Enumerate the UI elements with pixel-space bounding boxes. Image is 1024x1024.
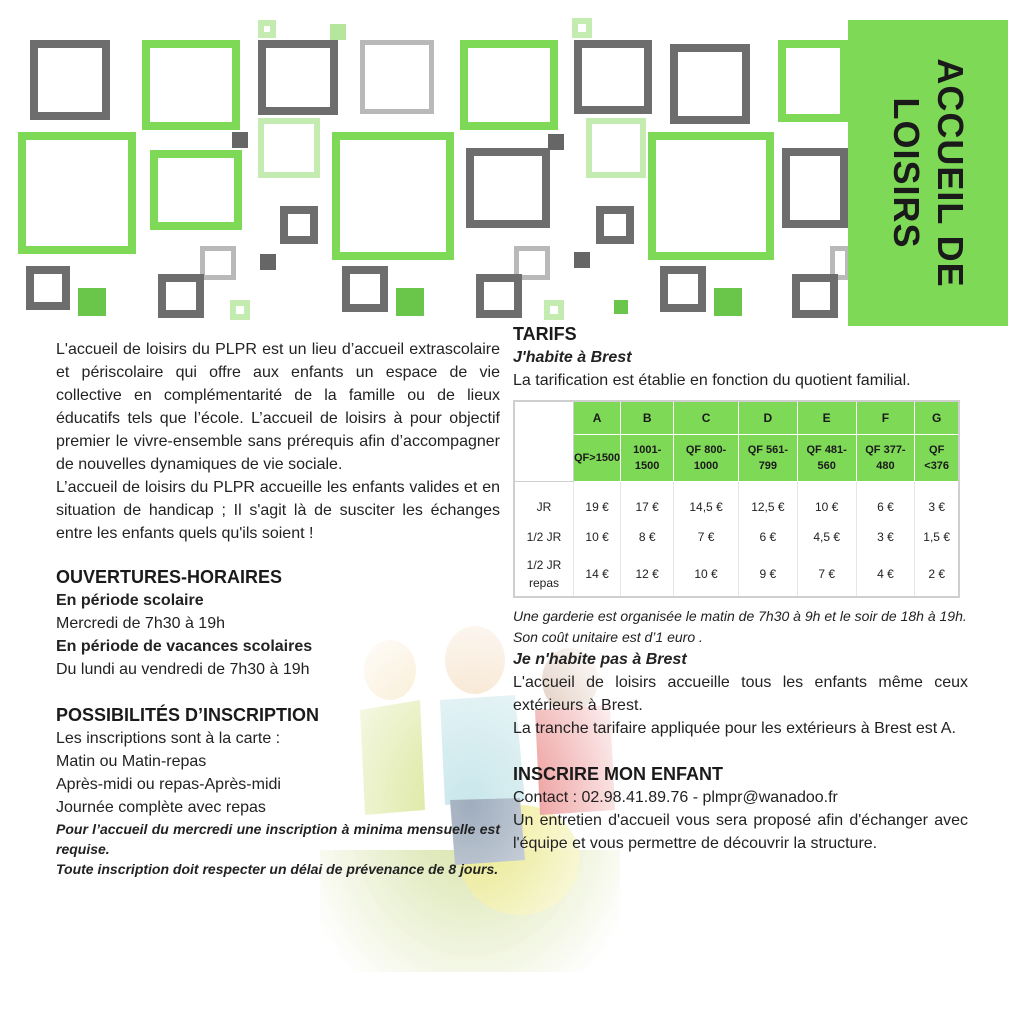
- pattern-square: [230, 300, 250, 320]
- pattern-square: [30, 40, 110, 120]
- contact-line: Contact : 02.98.41.89.76 - plmpr@wanadoo.fr: [513, 789, 838, 806]
- table-cell: 7 €: [674, 522, 739, 552]
- inscription-line: Les inscriptions sont à la carte :: [56, 730, 281, 747]
- tarifs-col-qf: QF 800-1000: [674, 435, 739, 482]
- pattern-square: [548, 134, 564, 150]
- tarifs-col-qf: 1001-1500: [621, 435, 674, 482]
- pattern-square: [572, 18, 592, 38]
- pattern-square: [360, 40, 434, 114]
- pattern-square: [78, 288, 106, 316]
- inscription-note-mercredi: Pour l’accueil du mercredi une inscription à minima mensuelle est requise.: [56, 821, 500, 857]
- tarifs-brest-text: La tarification est établie en fonction du quotient familial.: [513, 372, 911, 389]
- table-row: [514, 482, 959, 523]
- pattern-square: [280, 206, 318, 244]
- header-decorative-pattern: [0, 0, 850, 330]
- table-row: [514, 522, 959, 552]
- tarifs-col-letter: E: [797, 401, 856, 435]
- tarifs-col-letter: B: [621, 401, 674, 435]
- pattern-square: [778, 40, 848, 122]
- tarifs-ext-paragraph-1: L'accueil de loisirs accueille tous les enfants même ceux extérieurs à Brest.: [513, 674, 968, 714]
- pattern-square: [396, 288, 424, 316]
- pattern-square: [574, 40, 652, 114]
- pattern-square: [260, 254, 276, 270]
- table-cell: 10 €: [674, 552, 739, 597]
- tarifs-col-qf: QF 481-560: [797, 435, 856, 482]
- pattern-square: [782, 148, 848, 228]
- pattern-square: [258, 40, 338, 115]
- table-cell: 3 €: [915, 482, 959, 523]
- page-title-line2: LOISIRS: [886, 97, 927, 249]
- pattern-square: [330, 24, 346, 40]
- tarifs-col-qf: QF 561-799: [738, 435, 797, 482]
- inscription-line: Après-midi ou repas-Après-midi: [56, 776, 281, 793]
- horaires-heading: OUVERTURES-HORAIRES: [56, 567, 283, 587]
- pattern-square: [670, 44, 750, 124]
- tarifs-ext-label: Je n'habite pas à Brest: [513, 651, 687, 668]
- right-column: [513, 322, 968, 855]
- table-cell: 2 €: [915, 552, 959, 597]
- pattern-square: [792, 274, 838, 318]
- pattern-square: [232, 132, 248, 148]
- table-cell: 10 €: [797, 482, 856, 523]
- title-banner: [848, 20, 1008, 326]
- pattern-square: [18, 132, 136, 254]
- intro-paragraph-1: L'accueil de loisirs du PLPR est un lieu d’accueil extrascolaire et périscolaire qui offre aux enfants un espace de vie collective en complémentarité de la famille ou de lieux éducatifs tels que l’école. L’accueil de loisirs à pour objectif premier le vivre-ensemble sans prérequis afin d’accompagner de nouvelles dynamiques de vie sociale.: [56, 341, 500, 473]
- pattern-square: [586, 118, 646, 178]
- tarifs-table: [513, 400, 960, 598]
- table-cell: 9 €: [738, 552, 797, 597]
- table-cell: 12,5 €: [738, 482, 797, 523]
- pattern-square: [476, 274, 522, 318]
- left-column: [56, 338, 500, 879]
- page-title: [884, 58, 972, 287]
- table-cell: 4,5 €: [797, 522, 856, 552]
- tarifs-brest-label: J'habite à Brest: [513, 349, 632, 366]
- table-cell: 19 €: [574, 482, 621, 523]
- tarifs-col-letter: C: [674, 401, 739, 435]
- tarifs-table-corner: [514, 401, 574, 482]
- tarifs-col-letter: G: [915, 401, 959, 435]
- table-cell: 4 €: [856, 552, 915, 597]
- table-cell: 12 €: [621, 552, 674, 597]
- pattern-square: [544, 300, 564, 320]
- horaires-vacances-text: Du lundi au vendredi de 7h30 à 19h: [56, 661, 310, 678]
- tarifs-ext-paragraph-2: La tranche tarifaire appliquée pour les extérieurs à Brest est A.: [513, 720, 956, 737]
- pattern-square: [714, 288, 742, 316]
- tarifs-table-header-row: [514, 401, 959, 435]
- table-cell: 14,5 €: [674, 482, 739, 523]
- tarifs-col-letter: A: [574, 401, 621, 435]
- tarifs-col-qf: QF <376: [915, 435, 959, 482]
- contact-text: Un entretien d'accueil vous sera proposé afin d'échanger avec l'équipe et vous permettre de découvrir la structure.: [513, 812, 968, 852]
- table-cell: 6 €: [856, 482, 915, 523]
- table-row-label: JR: [514, 482, 574, 523]
- horaires-vacances-label: En période de vacances scolaires: [56, 638, 313, 655]
- pattern-square: [342, 266, 388, 312]
- pattern-square: [614, 300, 628, 314]
- table-cell: 6 €: [738, 522, 797, 552]
- pattern-square: [460, 40, 558, 130]
- horaires-scolaire-text: Mercredi de 7h30 à 19h: [56, 615, 225, 632]
- pattern-square: [150, 150, 242, 230]
- contact-heading: INSCRIRE MON ENFANT: [513, 764, 724, 784]
- table-cell: 7 €: [797, 552, 856, 597]
- intro-paragraph-2: L’accueil de loisirs du PLPR accueille les enfants valides et en situation de handicap ; Il s'agit là de susciter les échanges entre les enfants quels qu'ils soient !: [56, 479, 500, 542]
- table-row: [514, 552, 959, 597]
- tarifs-col-qf: QF>1500: [574, 435, 621, 482]
- table-cell: 3 €: [856, 522, 915, 552]
- inscription-note-delai: Toute inscription doit respecter un délai de prévenance de 8 jours.: [56, 861, 499, 877]
- table-cell: 8 €: [621, 522, 674, 552]
- pattern-square: [648, 132, 774, 260]
- table-cell: 14 €: [574, 552, 621, 597]
- pattern-square: [466, 148, 550, 228]
- tarifs-col-qf: QF 377-480: [856, 435, 915, 482]
- pattern-square: [258, 20, 276, 38]
- table-row-label: 1/2 JR: [514, 522, 574, 552]
- tarifs-col-letter: D: [738, 401, 797, 435]
- pattern-square: [332, 132, 454, 260]
- pattern-square: [660, 266, 706, 312]
- pattern-square: [158, 274, 204, 318]
- tarifs-table-qf-row: [514, 435, 959, 482]
- pattern-square: [26, 266, 70, 310]
- garderie-note: Une garderie est organisée le matin de 7h30 à 9h et le soir de 18h à 19h. Son coût unitaire est d’1 euro .: [513, 608, 967, 645]
- tarifs-col-letter: F: [856, 401, 915, 435]
- pattern-square: [574, 252, 590, 268]
- pattern-square: [596, 206, 634, 244]
- tarifs-heading: TARIFS: [513, 324, 577, 344]
- horaires-scolaire-label: En période scolaire: [56, 592, 204, 609]
- table-row-label: 1/2 JR repas: [514, 552, 574, 597]
- pattern-square: [258, 118, 320, 178]
- table-cell: 17 €: [621, 482, 674, 523]
- page-title-line1: ACCUEIL DE: [930, 58, 971, 288]
- inscription-line: Matin ou Matin-repas: [56, 753, 207, 770]
- inscription-heading: POSSIBILITÉS D’INSCRIPTION: [56, 705, 320, 725]
- inscription-line: Journée complète avec repas: [56, 799, 266, 816]
- pattern-square: [142, 40, 240, 130]
- table-cell: 10 €: [574, 522, 621, 552]
- pattern-square: [200, 246, 236, 280]
- table-cell: 1,5 €: [915, 522, 959, 552]
